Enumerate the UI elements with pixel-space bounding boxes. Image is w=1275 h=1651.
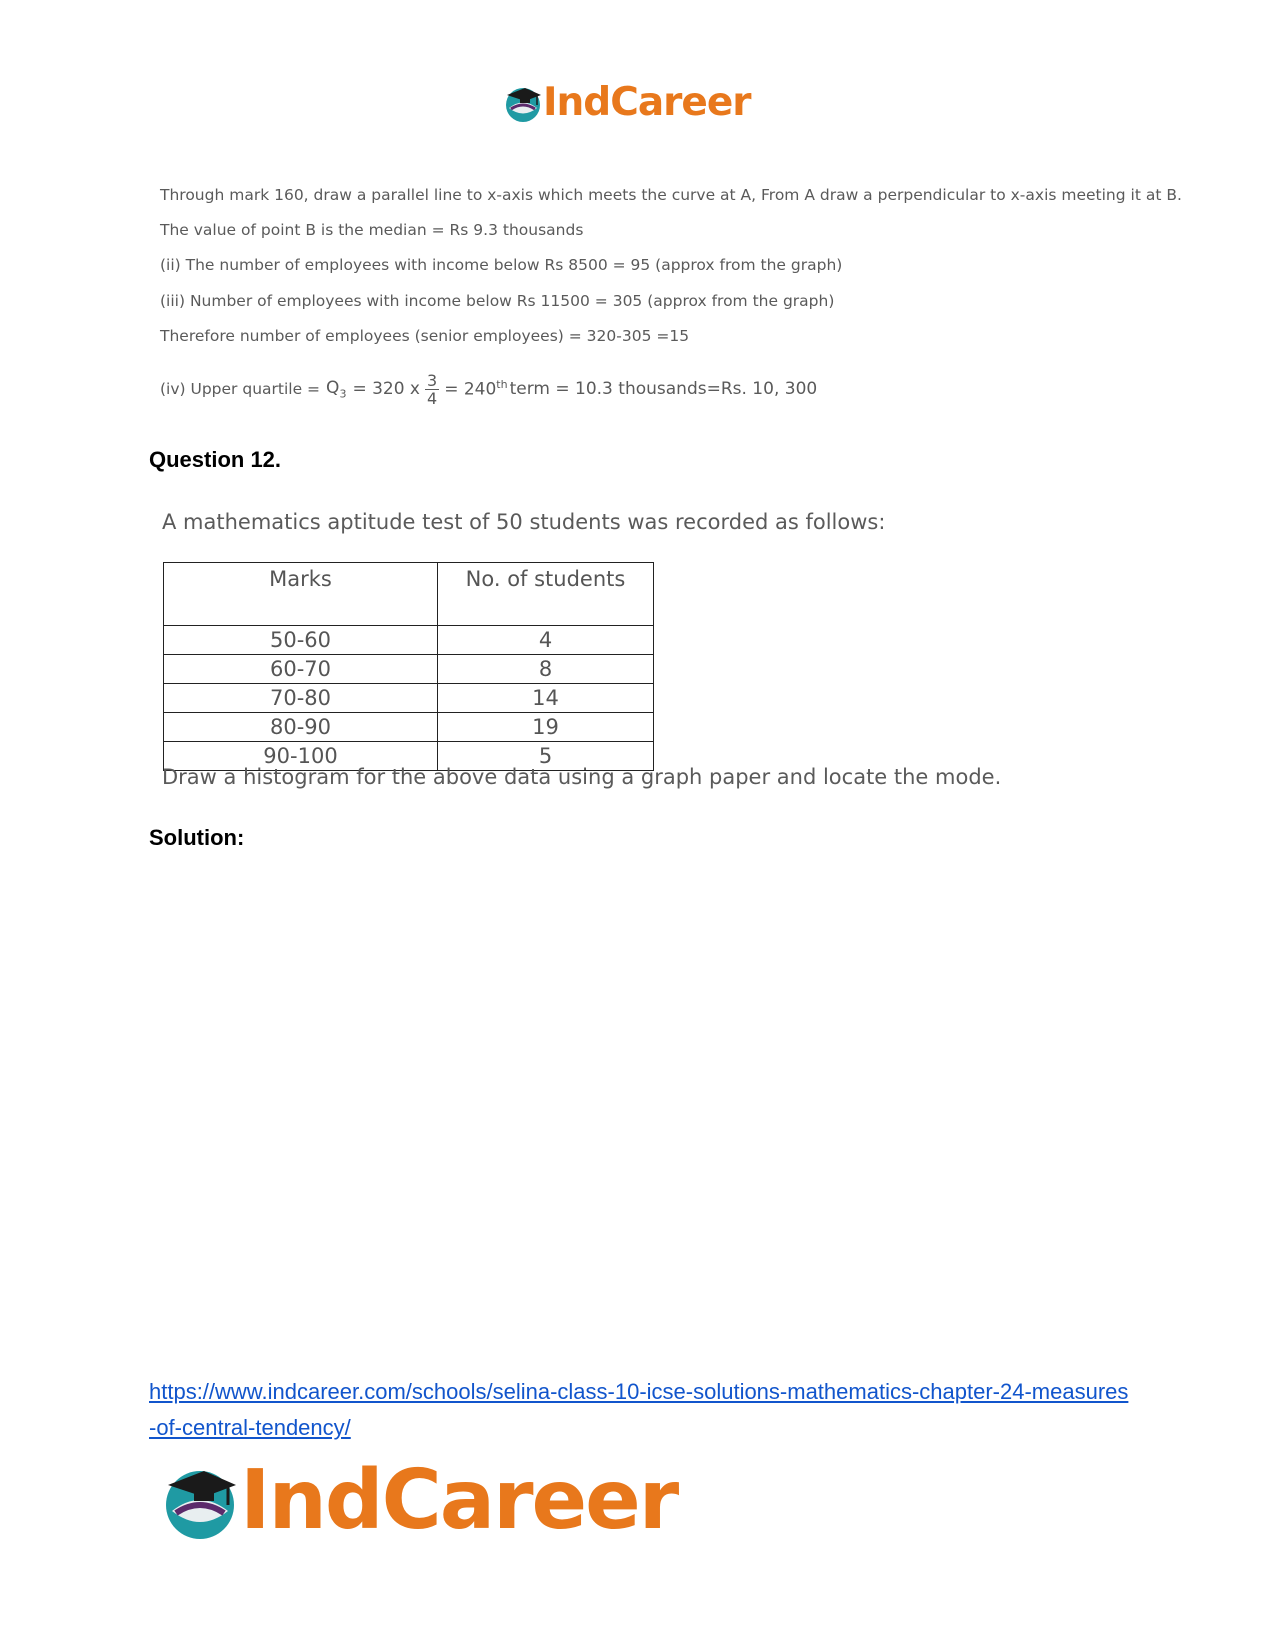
brand-wordmark: IndCareer	[240, 1453, 678, 1548]
column-header-students: No. of students	[438, 563, 654, 626]
header-logo	[503, 80, 751, 126]
solution-line-1: Through mark 160, draw a parallel line to x-axis which meets the curve at A, From A draw a perpendicular to x-axis meeting it at B.	[160, 186, 1182, 204]
footer-logo	[160, 1453, 678, 1548]
table-cell: 19	[438, 713, 654, 742]
question-intro: A mathematics aptitude test of 50 students was recorded as follows:	[162, 510, 886, 534]
table-cell: 4	[438, 626, 654, 655]
source-link[interactable]: https://www.indcareer.com/schools/selina-class-10-icse-solutions-mathematics-chapter-24-measures-of-central-tendency/	[149, 1379, 1129, 1440]
question-heading: Question 12.	[149, 447, 282, 472]
solution-line-4: (iii) Number of employees with income below Rs 11500 = 305 (approx from the graph)	[160, 292, 835, 310]
table-row	[164, 713, 654, 742]
table-cell: 5	[438, 742, 654, 771]
brand-wordmark: IndCareer	[543, 80, 751, 125]
column-header-marks: Marks	[164, 563, 438, 626]
graduation-cap-globe-icon	[503, 83, 543, 123]
formula-q: $Q_3$	[326, 377, 347, 401]
table-row	[164, 626, 654, 655]
graduation-cap-globe-icon	[160, 1461, 240, 1541]
solution-line-3: (ii) The number of employees with income below Rs 8500 = 95 (approx from the graph)	[160, 256, 843, 274]
table-row	[164, 684, 654, 713]
marks-table	[163, 562, 654, 771]
table-cell: 80-90	[164, 713, 438, 742]
solution-heading: Solution:	[149, 825, 245, 850]
formula-part3: term = 10.3 thousands=Rs. 10, 300	[509, 379, 818, 399]
solution-line-5: Therefore number of employees (senior employees) = 320-305 =15	[160, 327, 690, 345]
question-instruction: Draw a histogram for the above data using a graph paper and locate the mode.	[162, 765, 1002, 789]
table-cell: 14	[438, 684, 654, 713]
formula-part1: = 320 x	[352, 379, 420, 399]
table-cell: 70-80	[164, 684, 438, 713]
formula-part2: = 240th	[444, 378, 508, 400]
solution-line-2: The value of point B is the median = Rs 9.3 thousands	[160, 221, 584, 239]
formula-fraction: $\frac{3}{4}$	[427, 370, 438, 408]
table-row	[164, 655, 654, 684]
formula-prefix: (iv) Upper quartile =	[160, 380, 321, 398]
table-cell: 8	[438, 655, 654, 684]
table-cell: 60-70	[164, 655, 438, 684]
table-header-row	[164, 563, 654, 626]
upper-quartile-formula	[160, 366, 817, 412]
table-cell: 90-100	[164, 742, 438, 771]
table-cell: 50-60	[164, 626, 438, 655]
